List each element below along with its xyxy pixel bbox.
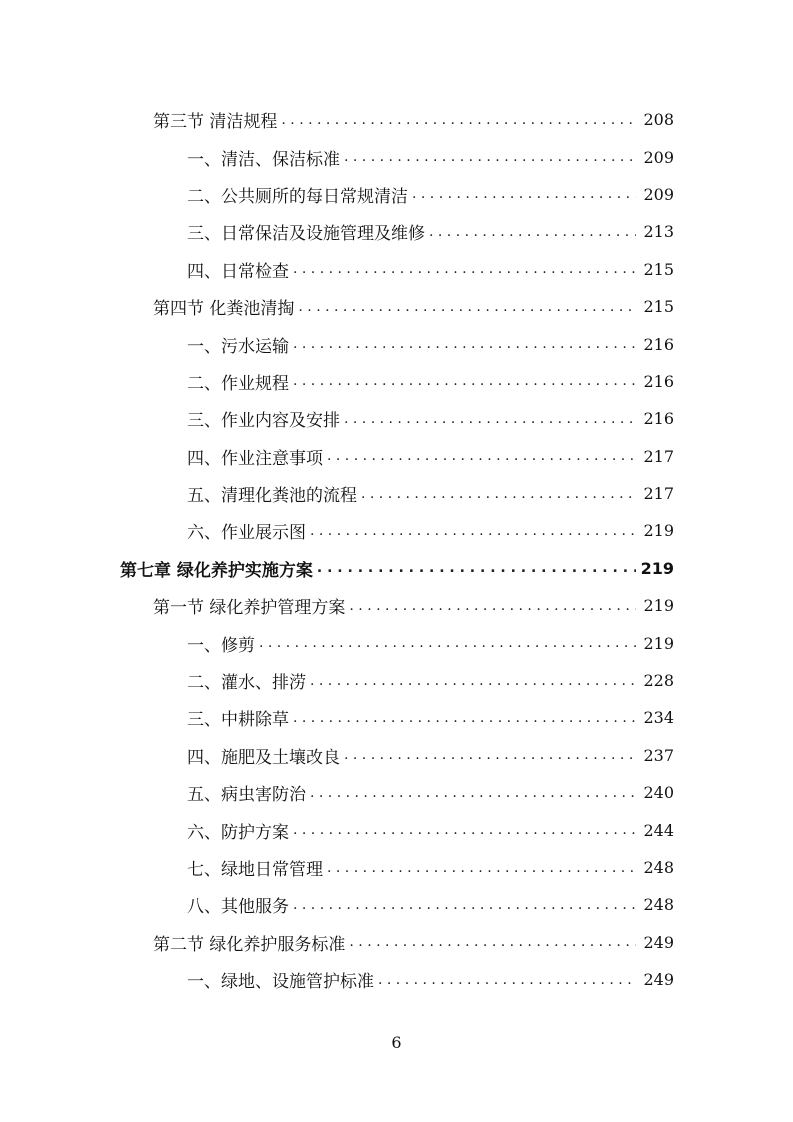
toc-dot-leader <box>344 747 636 763</box>
toc-entry-page: 234 <box>643 708 674 728</box>
toc-dot-leader <box>298 299 636 315</box>
toc-entry-title: 四、作业注意事项 <box>187 448 323 469</box>
toc-entry-page: 213 <box>643 222 674 242</box>
toc-entry-section[interactable] <box>0 924 793 961</box>
toc-entry-title: 五、清理化粪池的流程 <box>187 486 357 507</box>
toc-entry-page: 219 <box>643 596 674 616</box>
toc-entry-page: 216 <box>643 409 674 429</box>
toc-entry-page: 209 <box>643 147 674 167</box>
toc-dot-leader <box>293 261 636 277</box>
toc-dot-leader <box>378 972 636 988</box>
toc-entry-title: 三、中耕除草 <box>187 710 289 731</box>
toc-entry-title: 三、作业内容及安排 <box>187 411 340 432</box>
toc-entry-item[interactable] <box>0 213 793 250</box>
toc-entry-title: 七、绿地日常管理 <box>187 860 323 880</box>
toc-entry-title: 八、其他服务 <box>187 897 289 918</box>
toc-dot-leader <box>310 523 636 539</box>
toc-dot-leader <box>344 411 636 427</box>
toc-entry-item[interactable] <box>0 438 793 475</box>
toc-entry-item[interactable] <box>0 849 793 886</box>
toc-entry-page: 215 <box>643 259 674 279</box>
toc-entry-title: 第四节 化粪池清掏 <box>153 299 295 320</box>
toc-entry-page: 249 <box>643 970 674 990</box>
toc-entry-title: 二、灌水、排涝 <box>187 673 306 694</box>
toc-entry-title: 五、病虫害防治 <box>187 785 306 806</box>
toc-entry-item[interactable] <box>0 251 793 288</box>
toc-entry-item[interactable] <box>0 475 793 512</box>
toc-dot-leader <box>310 785 636 801</box>
toc-entry-item[interactable] <box>0 176 793 213</box>
toc-entry-page: 240 <box>643 783 674 803</box>
toc-entry-page: 219 <box>643 633 674 653</box>
toc-entry-page: 208 <box>643 110 674 130</box>
toc-entry-title: 二、作业规程 <box>187 373 289 394</box>
toc-entry-section[interactable] <box>0 288 793 325</box>
toc-entry-page: 228 <box>643 671 674 691</box>
toc-entry-item[interactable] <box>0 699 793 736</box>
toc-entry-section[interactable] <box>0 587 793 624</box>
toc-entry-item[interactable] <box>0 325 793 362</box>
toc-entry-page: 216 <box>643 371 674 391</box>
toc-entry-page: 217 <box>643 446 674 466</box>
toc-dot-leader <box>293 822 636 838</box>
toc-entry-title: 一、清洁、保洁标准 <box>187 149 340 170</box>
toc-entry-page: 249 <box>643 932 674 952</box>
toc-dot-leader <box>293 710 636 726</box>
toc-entry-page: 217 <box>643 484 674 504</box>
toc-dot-leader <box>349 934 636 950</box>
toc-entry-title: 一、修剪 <box>187 635 255 656</box>
toc-entry-title: 第七章 绿化养护实施方案 <box>120 560 313 581</box>
toc-entry-item[interactable] <box>0 886 793 923</box>
toc-entry-item[interactable] <box>0 811 793 848</box>
toc-entry-page: 219 <box>640 558 674 578</box>
toc-dot-leader <box>293 897 636 913</box>
toc-entry-item[interactable] <box>0 774 793 811</box>
page-number: 6 <box>391 1033 402 1052</box>
toc-entry-title: 四、日常检查 <box>187 261 289 282</box>
toc-entry-item[interactable] <box>0 363 793 400</box>
toc-dot-leader <box>327 448 636 464</box>
toc-dot-leader <box>361 486 636 502</box>
toc-dot-leader <box>293 373 636 389</box>
toc-entry-title: 三、日常保洁及设施管理及维修 <box>187 224 425 245</box>
toc-entry-title: 第一节 绿化养护管理方案 <box>153 598 346 619</box>
toc-entry-page: 248 <box>643 895 674 915</box>
toc-dot-leader <box>259 635 636 651</box>
toc-entry-page: 209 <box>643 184 674 204</box>
toc-entry-page: 215 <box>643 297 674 317</box>
toc-dot-leader <box>293 336 636 352</box>
toc-entry-item[interactable] <box>0 138 793 175</box>
toc-dot-leader <box>344 149 636 165</box>
toc-entry-item[interactable] <box>0 662 793 699</box>
toc-entry-page: 216 <box>643 334 674 354</box>
toc-dot-leader <box>281 112 636 128</box>
toc-entry-item[interactable] <box>0 737 793 774</box>
toc-entry-title: 四、施肥及土壤改良 <box>187 747 340 768</box>
toc-entry-page: 244 <box>643 820 674 840</box>
toc-entry-title: 一、污水运输 <box>187 336 289 357</box>
table-of-contents <box>0 101 793 998</box>
toc-entry-title: 第二节 绿化养护服务标准 <box>153 934 346 955</box>
toc-dot-leader <box>317 560 636 576</box>
toc-entry-item[interactable] <box>0 961 793 998</box>
toc-dot-leader <box>310 673 636 689</box>
toc-dot-leader <box>327 860 636 876</box>
toc-dot-leader <box>349 598 636 614</box>
toc-entry-item[interactable] <box>0 400 793 437</box>
toc-entry-title: 一、绿地、设施管护标准 <box>187 972 374 993</box>
toc-entry-title: 六、作业展示图 <box>187 523 306 544</box>
toc-dot-leader <box>429 224 636 240</box>
toc-entry-page: 248 <box>643 858 674 877</box>
toc-entry-chapter[interactable] <box>0 550 793 587</box>
toc-entry-page: 237 <box>643 745 674 765</box>
toc-entry-title: 第三节 清洁规程 <box>153 112 278 133</box>
toc-entry-item[interactable] <box>0 624 793 661</box>
toc-entry-title: 六、防护方案 <box>187 822 289 843</box>
toc-entry-item[interactable] <box>0 512 793 549</box>
toc-entry-title: 二、公共厕所的每日常规清洁 <box>187 186 408 207</box>
toc-entry-page: 219 <box>643 521 674 541</box>
toc-dot-leader <box>412 186 636 202</box>
toc-entry-section[interactable] <box>0 101 793 138</box>
